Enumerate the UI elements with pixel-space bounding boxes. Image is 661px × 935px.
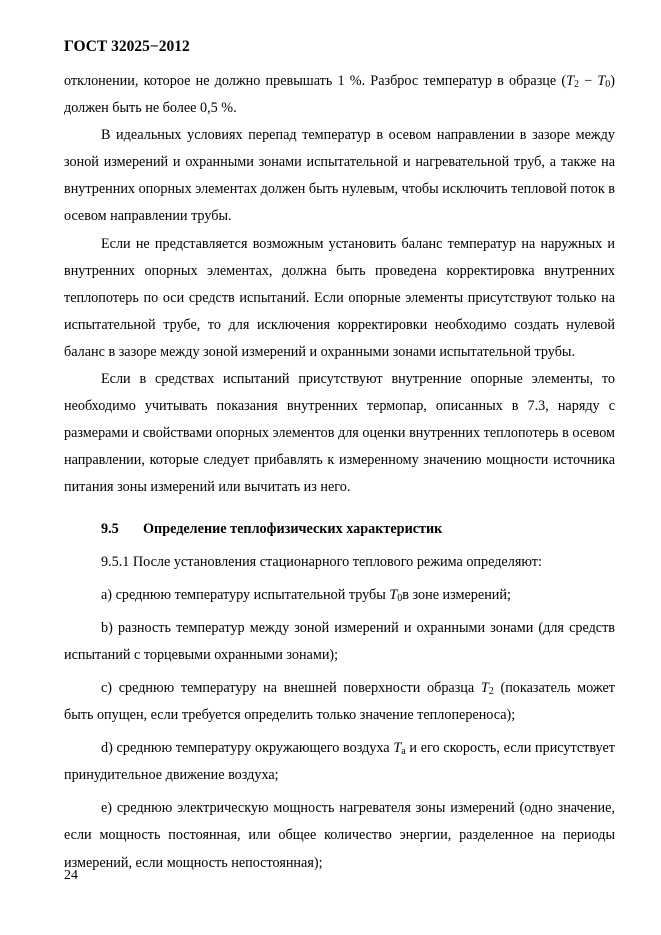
section-heading: 9.5 Определение теплофизических характеристик bbox=[101, 520, 443, 537]
paragraph-ideal-conditions: В идеальных условиях перепад температур в осевом направлении в зазоре между зоной измерений и охранными зонами испытательной и нагревательной труб, а также на внутренних опорных элементах должен быть нулевым, чтобы исключить тепловой поток в осевом направлении трубы. bbox=[64, 127, 615, 225]
list-item-d: d) среднюю температуру окружающего воздуха $T_a$ и его скорость, если присутствует принудительное движение воздуха; bbox=[64, 740, 615, 784]
list-item-e: е) среднюю электрическую мощность нагревателя зоны измерений (одно значение, если мощность постоянная, или общее количество энергии, разделенное на периоды измерений, если мощность непостоянная); bbox=[64, 800, 615, 871]
page-header: ГОСТ 32025−2012 bbox=[64, 38, 190, 55]
list-item-a: а) среднюю температуру испытательной трубы $T_0в$ зоне измерений; bbox=[101, 586, 511, 604]
paragraph-internal-supports: Если в средствах испытаний присутствуют внутренние опорные элементы, то необходимо учитывать показания внутренних термопар, описанных в 7.3, наряду с размерами и свойствами опорных элементов для оценки внутренних теплопотерь в осевом направлении, которые следует прибавлять к измеренному значению мощности источника питания зоны измерений или вычитать из него. bbox=[64, 371, 615, 496]
paragraph-balance-correction: Если не представляется возможным установить баланс температур на наружных и внутренних опорных элементах, должна быть проведена корректировка внутренних теплопотерь по оси средств испытаний. Если опорные элементы присутствуют только на испытательной трубе, то для исключения корректировки необходимо создать нулевой баланс в зазоре между зоной измерений и охранными зонами испытательной трубы. bbox=[64, 235, 615, 360]
paragraph-continuation: отклонении, которое не должно превышать 1 %. Разброс температур в образце $(T_2 - T_0)$ должен быть не более 0,5 %. bbox=[64, 73, 615, 117]
list-item-c: с) среднюю температуру на внешней поверхности образца $T_2$ (показатель может быть опущен, если требуется определить только значение теплопереноса); bbox=[64, 679, 615, 724]
page-number: 24 bbox=[64, 868, 78, 883]
clause-9-5-1: 9.5.1 После установления стационарного теплового режима определяют: bbox=[101, 553, 542, 570]
page-body bbox=[64, 68, 615, 877]
list-item-b: b) разность температур между зоной измерений и охранными зонами (для средств испытаний с торцевыми охранными зонами); bbox=[64, 619, 615, 663]
